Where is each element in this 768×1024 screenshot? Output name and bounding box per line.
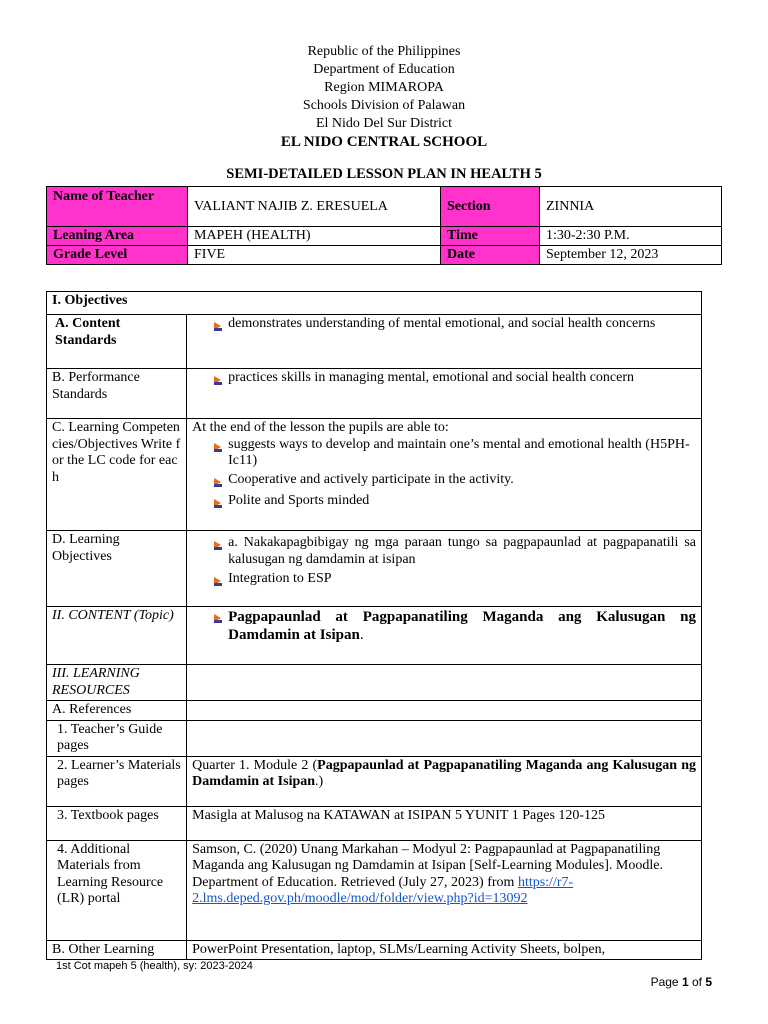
time-value: 1:30-2:30 P.M.	[540, 227, 722, 246]
page-pre: Page	[650, 975, 682, 989]
page-mid: of	[688, 975, 706, 989]
topic-text: Pagpapaunlad at Pagpapanatiling Maganda ang Kalusugan ng Damdamin at Isipan	[228, 609, 696, 643]
content-standards-value	[187, 315, 702, 369]
grade-label: Grade Level	[47, 246, 188, 265]
bullet-text: Polite and Sports minded	[228, 493, 370, 508]
learning-resources-label: III. LEARNING RESOURCES	[47, 665, 187, 701]
page-number	[651, 975, 712, 989]
lm-bold: Pagpapaunlad at Pagpapanatiling Maganda ang Kalusugan ng Damdamin at Isipan	[192, 757, 696, 789]
learning-competencies-label: C. Learning Competencies/Objectives Write for the LC code for each	[47, 419, 187, 531]
textbook-value: Masigla at Malusog na KATAWAN at ISIPAN 5 YUNIT 1 Pages 120-125	[187, 806, 702, 840]
page-current: 1	[681, 975, 689, 989]
section-label: Section	[441, 187, 540, 227]
additional-materials-label: 4. Additional Materials from Learning Resource (LR) portal	[47, 840, 187, 940]
competencies-intro: At the end of the lesson the pupils are able to:	[192, 420, 449, 435]
other-resources-label: B. Other Learning	[47, 940, 187, 960]
header-line: Region MIMAROPA	[324, 80, 444, 95]
bullet-text: Integration to ESP	[228, 571, 332, 586]
header-line: El Nido Del Sur District	[315, 116, 453, 131]
section-value: ZINNIA	[540, 187, 722, 227]
school-name: EL NIDO CENTRAL SCHOOL	[280, 134, 488, 150]
lr-portal-link[interactable]: https://r7-2.lms.deped.gov.ph/moodle/mod/folder/view.php?id=13092	[192, 874, 574, 906]
objectives-heading: I. Objectives	[47, 292, 702, 315]
date-value: September 12, 2023	[540, 246, 722, 265]
teachers-guide-label: 1. Teacher’s Guide pages	[47, 720, 187, 756]
performance-standards-label: B. Performance Standards	[47, 369, 187, 419]
bullet-icon	[214, 614, 221, 622]
area-label: Leaning Area	[47, 227, 188, 246]
bullet-icon	[214, 376, 221, 384]
header-line: Schools Division of Palawan	[302, 98, 466, 113]
area-value: MAPEH (HEALTH)	[188, 227, 441, 246]
textbook-label: 3. Textbook pages	[47, 806, 187, 840]
document-header	[0, 43, 768, 151]
content-value	[187, 607, 702, 665]
lm-post: .)	[315, 774, 324, 789]
teachers-guide-value	[187, 720, 702, 756]
bullet-icon	[214, 478, 221, 486]
teacher-label: Name of Teacher	[47, 187, 188, 227]
page-total: 5	[705, 975, 712, 989]
performance-standards-value	[187, 369, 702, 419]
bullet-icon	[214, 577, 221, 585]
learning-objectives-value	[187, 531, 702, 607]
bullet-text: Cooperative and actively participate in the activity.	[228, 471, 514, 487]
references-label: A. References	[47, 701, 187, 721]
additional-materials-value	[187, 840, 702, 940]
bullet-text: a. Nakakapagbibigay ng mga paraan tungo sa pagpapaunlad at pagpapanatili sa kalusugan ng damdamin at isipan	[228, 535, 696, 567]
learning-objectives-label: D. Learning Objectives	[47, 531, 187, 607]
content-standards-label: A. Content Standards	[47, 315, 187, 369]
footer-note: 1st Cot mapeh 5 (health), sy: 2023-2024	[56, 960, 253, 972]
bullet-icon	[214, 322, 221, 330]
bullet-text: practices skills in managing mental, emotional and social health concern	[228, 370, 634, 385]
time-label: Time	[441, 227, 540, 246]
am-text: Samson, C. (2020) Unang Markahan – Modyul 2: Pagpapaunlad at Pagpapanatiling Maganda ang Kalusugan ng Damdamin at Isipan [Self-Learning Modules]. Moodle. Department of Education. Retrieved (July 27, 2023) from	[192, 841, 663, 890]
content-label: II. CONTENT (Topic)	[47, 607, 187, 665]
bullet-icon	[214, 443, 221, 451]
lm-pre: Quarter 1. Module 2 (	[192, 757, 318, 773]
learners-materials-label: 2. Learner’s Materials pages	[47, 756, 187, 806]
learning-competencies-value	[187, 419, 702, 531]
bullet-icon	[214, 541, 221, 549]
lesson-plan-table	[46, 291, 702, 960]
date-label: Date	[441, 246, 540, 265]
topic-end: .	[359, 627, 364, 643]
other-resources-value: PowerPoint Presentation, laptop, SLMs/Learning Activity Sheets, bolpen,	[187, 940, 702, 960]
header-line: Republic of the Philippines	[307, 44, 461, 59]
bullet-text: demonstrates understanding of mental emotional, and social health concerns	[228, 316, 656, 331]
lesson-plan-title: SEMI-DETAILED LESSON PLAN IN HEALTH 5	[226, 166, 542, 182]
bullet-icon	[214, 499, 221, 507]
teacher-info-table	[46, 186, 722, 265]
bullet-text: suggests ways to develop and maintain one’s mental and emotional health (H5PH-Ic11)	[228, 436, 690, 468]
grade-value: FIVE	[188, 246, 441, 265]
references-value	[187, 701, 702, 721]
learners-materials-value	[187, 756, 702, 806]
learning-resources-value	[187, 665, 702, 701]
teacher-value: VALIANT NAJIB Z. ERESUELA	[188, 187, 441, 227]
header-line: Department of Education	[313, 62, 455, 77]
